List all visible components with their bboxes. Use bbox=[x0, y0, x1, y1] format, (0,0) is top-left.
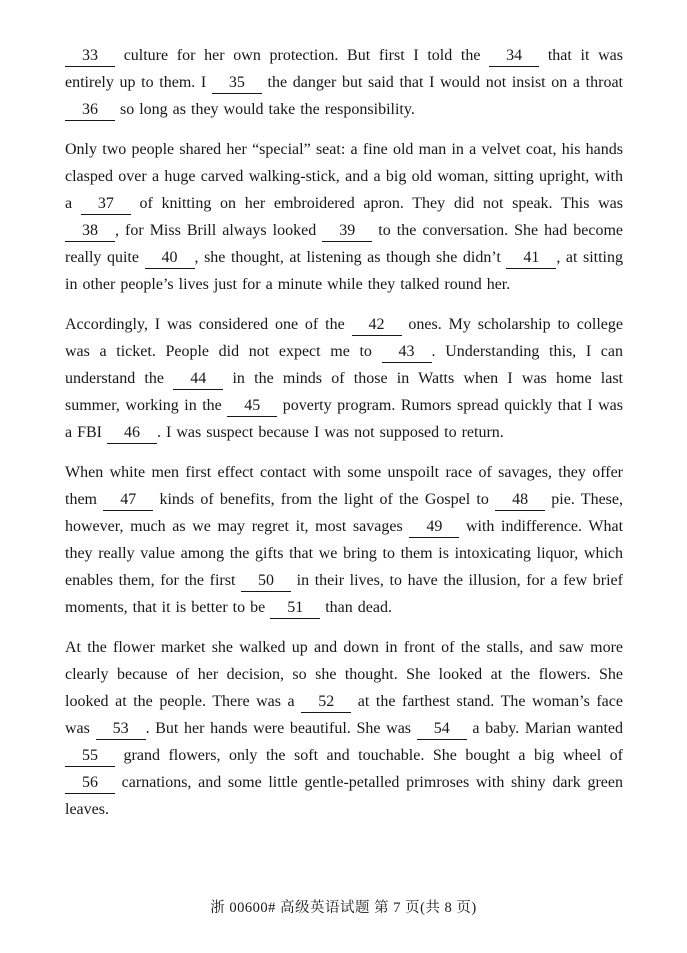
blank-44: 44 bbox=[173, 369, 223, 390]
blank-37: 37 bbox=[81, 194, 131, 215]
paragraph: Only two people shared her “special” seat: a fine old man in a velvet coat, his hands clasped over a huge carved walking-stick, and a big old woman, sitting upright, with a 37 of knitting on her embroidered apron. They did not speak. This was 38 , for Miss Brill always looked 39 to the conversation. She had become really quite 40 , she thought, at listening as though she didn’t 41 , at sitting in other people’s lives just for a minute while they talked round her. bbox=[65, 141, 624, 293]
blank-49: 49 bbox=[409, 517, 459, 538]
blank-48: 48 bbox=[495, 490, 545, 511]
blank-34: 34 bbox=[489, 46, 539, 67]
paragraph: When white men first effect contact with some unspoilt race of savages, they offer them 47 kinds of benefits, from the light of the Gospel to 48 pie. These, however, much as we may regret it, most savages 49 with indifference. What they really value among the gifts that we bring to them is intoxicating liquor, which enables them, for the first 50 in their lives, to have the illusion, for a few brief moments, that it is better to be 51 than dead. bbox=[65, 459, 623, 621]
blank-40: 40 bbox=[145, 248, 195, 269]
blank-39: 39 bbox=[322, 221, 372, 242]
blank-36: 36 bbox=[65, 100, 115, 121]
blank-55: 55 bbox=[65, 746, 115, 767]
blank-56: 56 bbox=[65, 773, 115, 794]
blank-54: 54 bbox=[417, 719, 467, 740]
blank-53: 53 bbox=[96, 719, 146, 740]
paragraph: Accordingly, I was considered one of the 42 ones. My scholarship to college was a ticket. People did not expect me to 43 . Understanding this, I can understand the 44 in the minds of those in Watts when I was home last summer, working in the 45 poverty program. Rumors spread quickly that I was a FBI 46 . I was suspect because I was not supposed to return. bbox=[65, 311, 623, 446]
blank-38: 38 bbox=[65, 221, 115, 242]
paragraph: At the flower market she walked up and down in front of the stalls, and saw more clearly because of her decision, so she thought. She looked at the flowers. She looked at the people. There was a 52 at the farthest stand. The woman’s face was 53 . But her hands were beautiful. She was 54 a baby. Marian wanted 55 grand flowers, only the soft and touchable. She bought a big wheel of 56 carnations, and some little gentle-petalled primroses with shiny dark green leaves. bbox=[65, 639, 623, 818]
blank-47: 47 bbox=[103, 490, 153, 511]
blank-45: 45 bbox=[227, 396, 277, 417]
blank-46: 46 bbox=[107, 423, 157, 444]
exam-body bbox=[65, 42, 623, 823]
blank-35: 35 bbox=[212, 73, 262, 94]
blank-50: 50 bbox=[241, 571, 291, 592]
blank-42: 42 bbox=[352, 315, 402, 336]
paragraph: 33 culture for her own protection. But first I told the 34 that it was entirely up to them. I 35 the danger but said that I would not insist on a throat 36 so long as they would take the responsibility. bbox=[65, 42, 623, 123]
blank-43: 43 bbox=[382, 342, 432, 363]
page-footer: 浙 00600# 高级英语试题 第 7 页(共 8 页) bbox=[210, 900, 477, 916]
blank-41: 41 bbox=[506, 248, 556, 269]
blank-33: 33 bbox=[65, 46, 115, 67]
blank-51: 51 bbox=[270, 598, 320, 619]
blank-52: 52 bbox=[301, 692, 351, 713]
